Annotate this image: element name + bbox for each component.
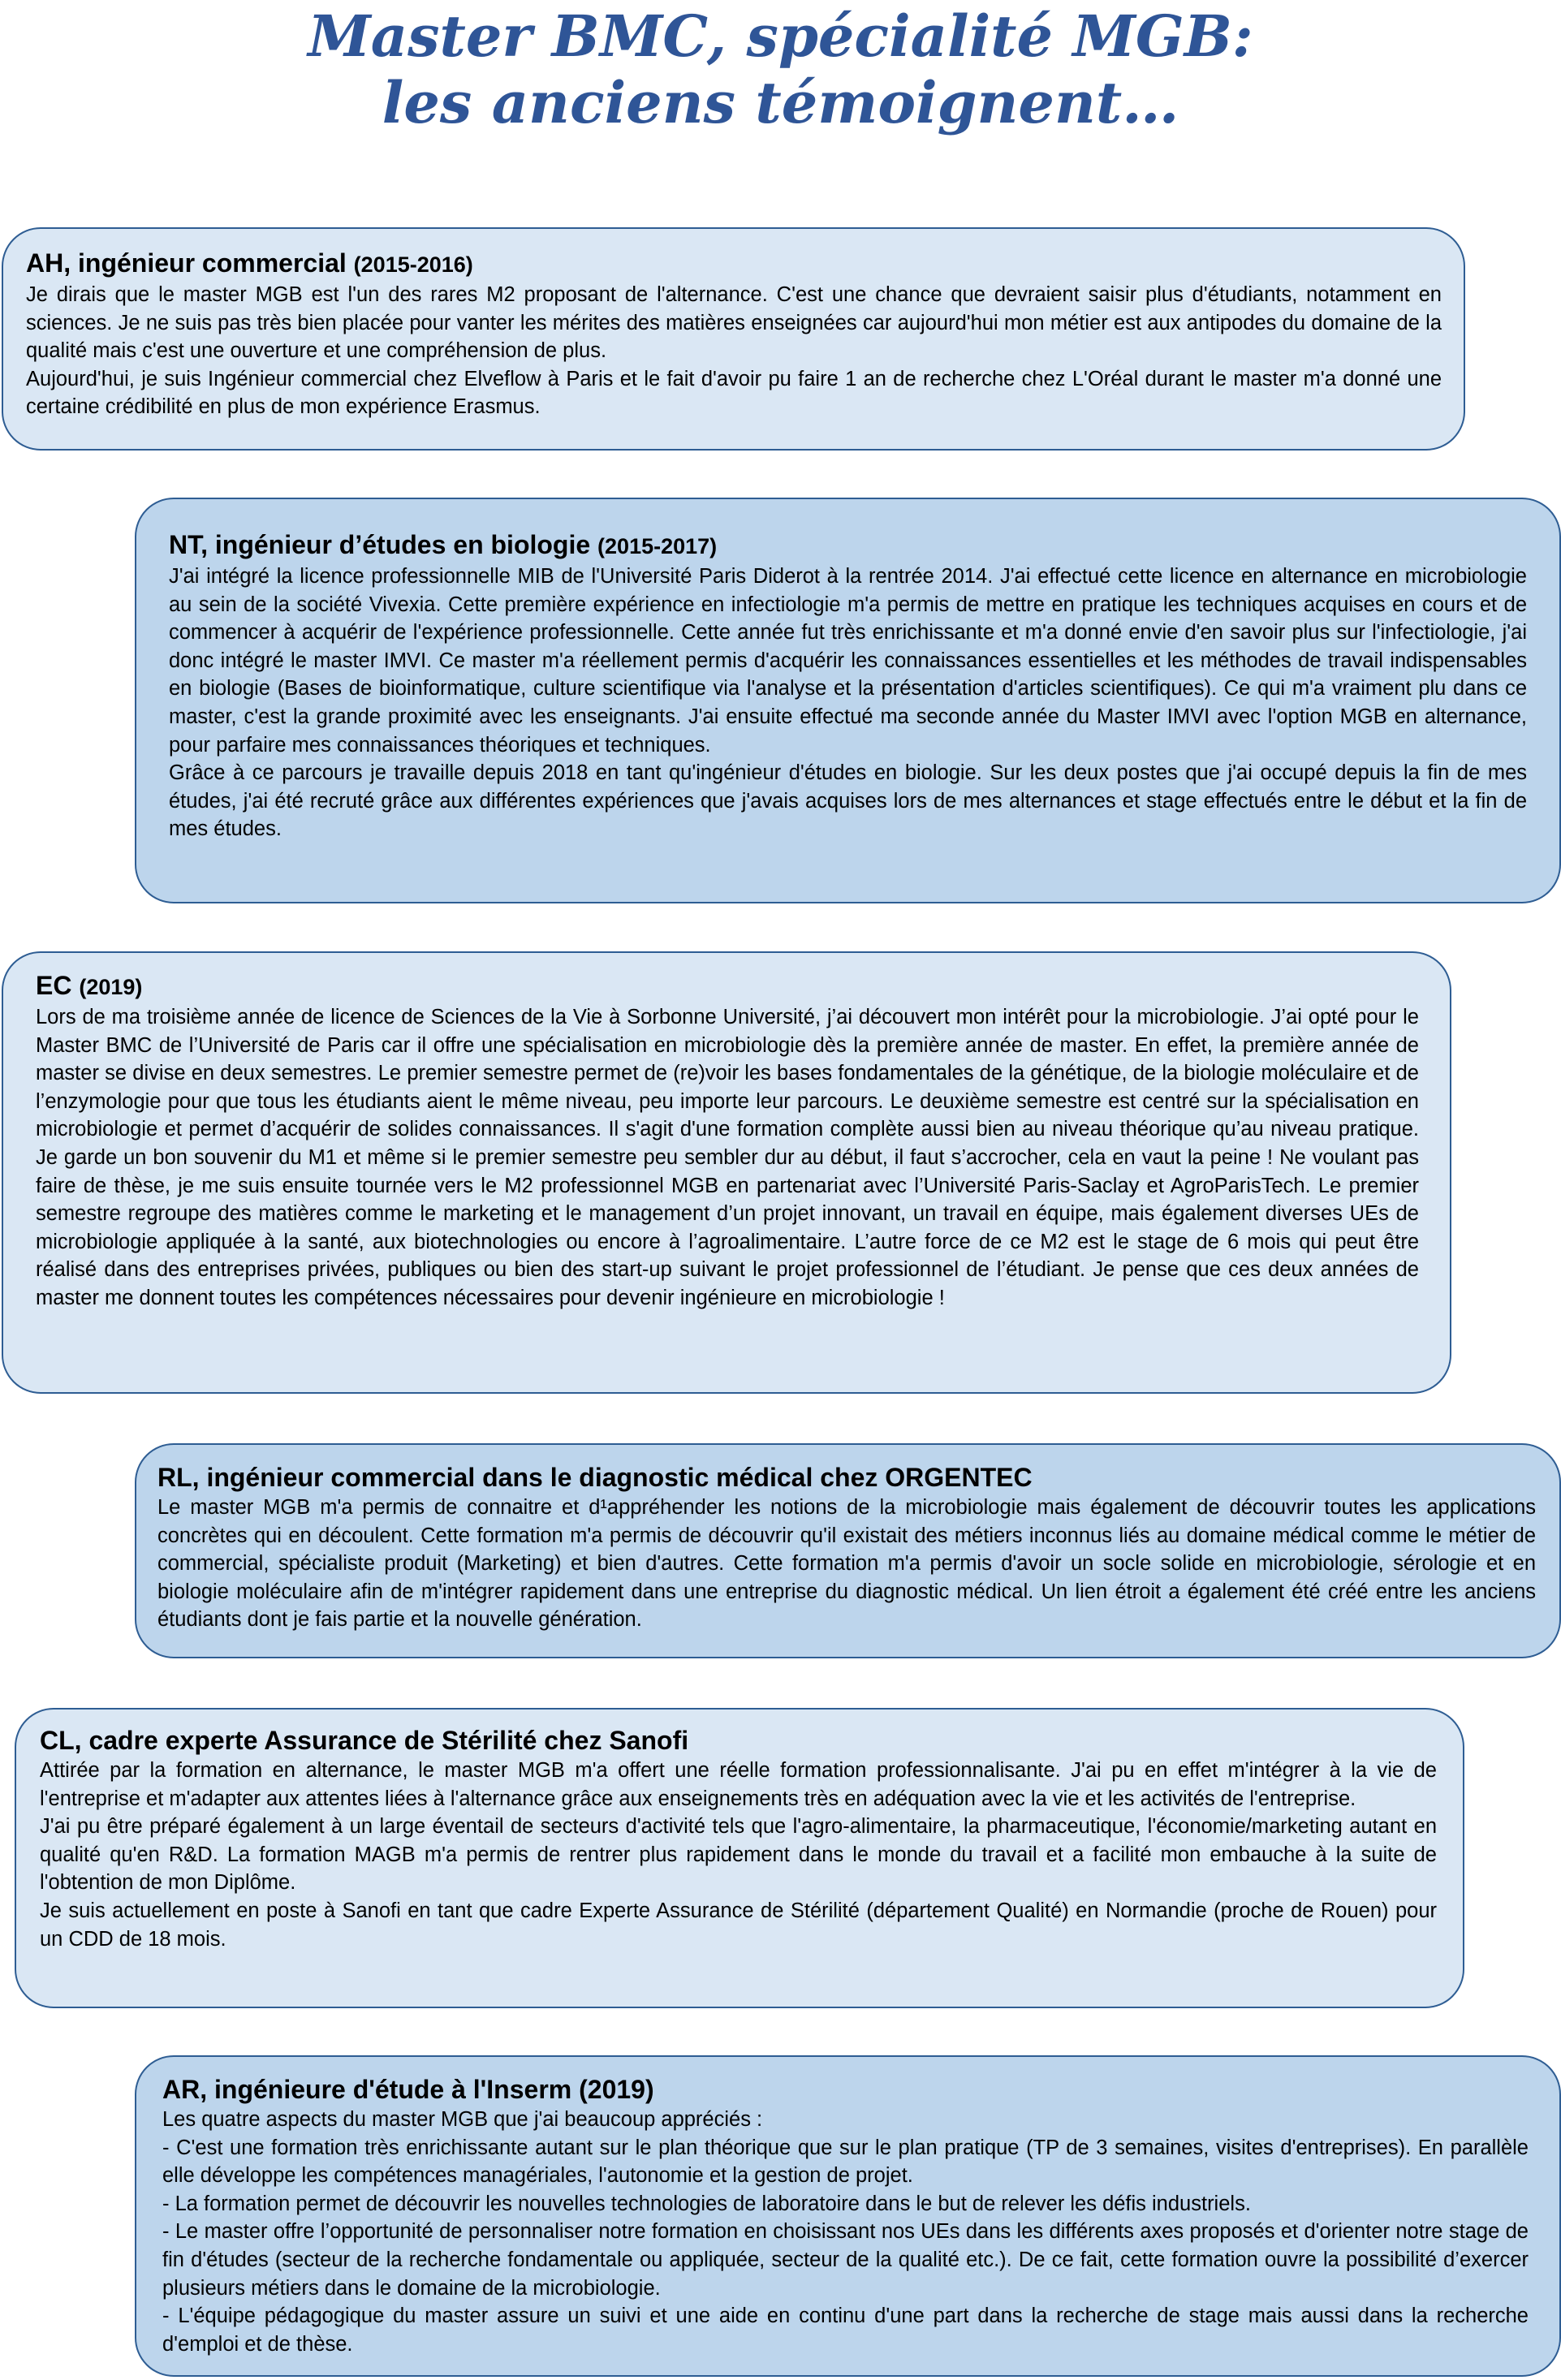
testimonial-card-ah xyxy=(2,227,1465,451)
testimonial-author: CL, cadre experte Assurance de Stérilité chez Sanofi xyxy=(40,1726,689,1755)
testimonial-heading xyxy=(26,247,1442,281)
testimonial-heading xyxy=(169,528,1527,563)
testimonial-paragraph: - La formation permet de découvrir les nouvelles technologies de laboratoire dans le but de relever les défis industriels. xyxy=(162,2192,1251,2215)
testimonial-paragraph: J'ai intégré la licence professionnelle MIB de l'Université Paris Diderot à la rentrée 2014. J'ai effectué cette licence en alternance en microbiologie au sein de la société Vivexia. Cette première expérience en infectiologie m'a permis de mettre en pratique les techniques acquises en cours et de commencer à acquérir de l'expérience professionnelle. Cette année fut très enrichissante et m'a donné envie d'en savoir plus sur l'infectiologie, j'ai donc intégré le master IMVI. Ce master m'a réellement permis d'acquérir les connaissances essentielles et les méthodes de travail indispensables en biologie (Bases de bioinformatique, culture scientifique via l'analyse et la présentation d'articles scientifiques). Ce qui m'a vraiment plu dans ce master, c'est la grande proximité avec les enseignants. J'ai ensuite effectué ma seconde année du Master IMVI avec l'option MGB en alternance, pour parfaire mes connaissances théoriques et techniques. xyxy=(169,565,1527,757)
testimonial-paragraph: - L'équipe pédagogique du master assure un suivi et une aide en continu d'une part dans la recherche de stage mais aussi dans la recherche d'emploi et de thèse. xyxy=(162,2305,1529,2356)
testimonial-heading xyxy=(40,1724,1437,1757)
testimonial-years: (2015-2016) xyxy=(353,252,473,277)
testimonial-paragraph: - C'est une formation très enrichissante autant sur le plan théorique que sur le plan pratique (TP de 3 semaines, visites d'entreprises). En parallèle elle développe les compétences managériales, l'autonomie et la gestion de projet. xyxy=(162,2136,1529,2188)
testimonial-paragraph: Grâce à ce parcours je travaille depuis 2018 en tant qu'ingénieur d'études en biologie. Sur les deux postes que j'ai occupé depuis la fin de mes études, j'ai été recruté grâce aux différentes expériences que j'avais acquises lors de mes alternances et stage effectués entre le début et la fin de mes études. xyxy=(169,761,1527,841)
testimonial-paragraph: Je suis actuellement en poste à Sanofi en tant que cadre Experte Assurance de Stérilité (département Qualité) en Normandie (proche de Rouen) pour un CDD de 18 mois. xyxy=(40,1899,1437,1951)
testimonial-paragraph: Lors de ma troisième année de licence de Sciences de la Vie à Sorbonne Université, j’ai découvert mon intérêt pour la microbiologie. J’ai opté pour le Master BMC de l’Université de Paris car il offre une spécialisation en microbiologie dès la première année de master. En effet, la première année de master se divise en deux semestres. Le premier semestre permet de (re)voir les bases fondamentales de la génétique, de la biologie moléculaire et de l’enzymologie pour que tous les étudiants aient le même niveau, peu importe leur parcours. Le deuxième semestre est centré sur la spécialisation en microbiologie et permet d’acquérir de solides connaissances. Il s'agit d'une formation complète aussi bien au niveau théorique qu’au niveau pratique. Je garde un bon souvenir du M1 et même si le premier semestre peu sembler dur au début, il faut s’accrocher, cela en vaut la peine ! Ne voulant pas faire de thèse, je me suis ensuite tournée vers le M2 professionnel MGB en partenariat avec l’Université Paris-Saclay et AgroParisTech. Le premier semestre regroupe des matières comme le marketing et le management d’un projet innovant, un travail en équipe, mais également diverses UEs de microbiologie appliquée à la santé, aux biotechnologies ou encore à l’agroalimentaire. L’autre force de ce M2 est le stage de 6 mois qui peut être réalisé dans des entreprises privées, publiques ou bien des start-up suivant le projet professionnel de l’étudiant. Je pense que ces deux années de master me donnent toutes les compétences nécessaires pour devenir ingénieure en microbiologie ! xyxy=(36,1006,1419,1309)
testimonial-author: NT, ingénieur d’études en biologie xyxy=(169,530,591,559)
testimonial-card-nt xyxy=(135,498,1561,903)
testimonial-body xyxy=(169,563,1527,843)
testimonial-paragraph: Le master MGB m'a permis de connaitre et d¹appréhender les notions de la microbiologie mais également de découvrir toutes les applications concrètes qui en découlent. Cette formation m'a permis de découvrir qu'il existait des métiers inconnus liés au domaine médical comme le métier de commercial, spécialiste produit (Marketing) et bien d'autres. Cette formation m'a permis d'avoir un socle solide en microbiologie, sérologie et en biologie moléculaire afin de m'intégrer rapidement dans une entreprise du diagnostic médical. Un lien étroit a également été créé entre les anciens étudiants dont je fais partie et la nouvelle génération. xyxy=(157,1496,1536,1632)
testimonial-body xyxy=(157,1494,1536,1634)
testimonial-card-ar xyxy=(135,2055,1561,2377)
testimonial-body xyxy=(162,2106,1529,2358)
testimonial-body xyxy=(36,1003,1419,1313)
testimonial-body xyxy=(40,1757,1437,1953)
page-title-line-2: les anciens témoignent… xyxy=(382,69,1179,136)
page-title-line-1: Master BMC, spécialité MGB: xyxy=(308,2,1253,70)
testimonial-author: EC xyxy=(36,971,72,1000)
testimonial-card-cl xyxy=(15,1708,1464,2008)
testimonial-heading xyxy=(36,969,1419,1003)
testimonial-author: RL, ingénieur commercial dans le diagnostic médical chez ORGENTEC xyxy=(157,1463,1033,1492)
testimonial-author: AR, ingénieure d'étude à l'Inserm (2019) xyxy=(162,2075,654,2104)
testimonial-body xyxy=(26,281,1442,421)
testimonial-paragraph: Attirée par la formation en alternance, le master MGB m'a offert une réelle formation professionnalisante. J'ai pu en effet m'intégrer à la vie de l'entreprise et m'adapter aux attentes liées à l'alternance grâce aux enseignements très en adéquation avec la vie et les activités de l'entreprise. xyxy=(40,1759,1437,1810)
testimonial-card-rl xyxy=(135,1443,1561,1658)
testimonial-paragraph: Je dirais que le master MGB est l'un des rares M2 proposant de l'alternance. C'est une chance que devraient saisir plus d'étudiants, notamment en sciences. Je ne suis pas très bien placée pour vanter les mérites des matières enseignées car aujourd'hui mon métier est aux antipodes du domaine de la qualité mais c'est une ouverture et une compréhension de plus. xyxy=(26,283,1442,363)
testimonial-years: (2015-2017) xyxy=(597,534,718,558)
page-title xyxy=(0,3,1561,136)
testimonial-paragraph: Aujourd'hui, je suis Ingénieur commercial chez Elveflow à Paris et le fait d'avoir pu faire 1 an de recherche chez L'Oréal durant le master m'a donné une certaine crédibilité en plus de mon expérience Erasmus. xyxy=(26,367,1442,419)
testimonial-paragraph: Les quatre aspects du master MGB que j'ai beaucoup appréciés : xyxy=(162,2108,763,2131)
testimonial-heading xyxy=(162,2073,1529,2106)
testimonial-paragraph: J'ai pu être préparé également à un large éventail de secteurs d'activité tels que l'agro-alimentaire, la pharmaceutique, l'économie/marketing autant en qualité qu'en R&D. La formation MAGB m'a permis de rentrer plus rapidement dans le monde du travail et a facilité mon embauche à la suite de l'obtention de mon Diplôme. xyxy=(40,1815,1437,1895)
testimonial-paragraph: - Le master offre l’opportunité de personnaliser notre formation en choisissant nos UEs dans les différents axes proposés et d'orienter notre stage de fin d'études (secteur de la recherche fondamentale ou appliquée, secteur de la qualité etc.). De ce fait, cette formation ouvre la possibilité d’exercer plusieurs métiers dans le domaine de la microbiologie. xyxy=(162,2220,1529,2300)
testimonial-author: AH, ingénieur commercial xyxy=(26,248,347,278)
testimonial-years: (2019) xyxy=(79,975,143,999)
testimonial-heading xyxy=(157,1461,1536,1494)
testimonial-card-ec xyxy=(2,951,1451,1394)
